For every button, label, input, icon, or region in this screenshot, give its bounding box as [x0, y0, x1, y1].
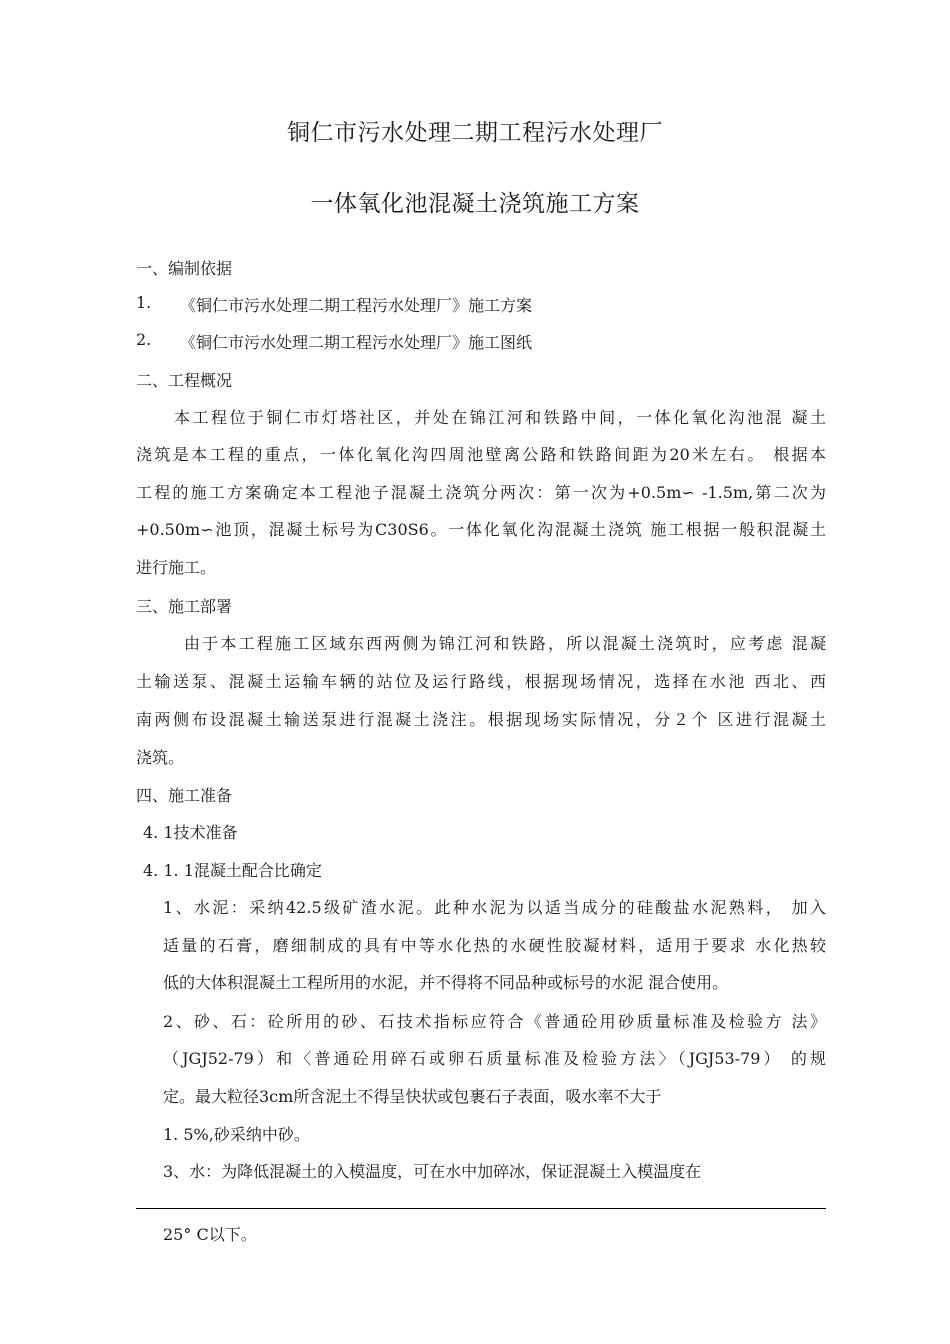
basis-item-1-number: 1.	[136, 293, 152, 312]
overview-line: 工程的施工方案确定本工程池子混凝土浇筑分两次：第一次为+0.5m∽ -1.5m,第二次为	[136, 483, 826, 502]
subheading-technical-preparation: 4. 1技术准备	[143, 823, 238, 842]
section-heading-preparation: 四、施工准备	[136, 786, 233, 805]
section-heading-overview: 二、工程概况	[136, 371, 233, 390]
deployment-line: 南两侧布设混凝土输送泵进行混凝土浇注。根据现场实际情况，分２个 区进行混凝土	[136, 710, 826, 729]
deployment-line: 由于本工程施工区域东西两侧为锦江河和铁路，所以混凝土浇筑时，应考虑 混凝	[184, 634, 826, 653]
page-divider	[136, 1208, 826, 1209]
overview-line: +0.50m∽池顶，混凝土标号为C30S6。一体化氧化沟混凝土浇筑 施工根据一般积混凝土	[136, 520, 826, 539]
basis-item-1-text: 《铜仁市污水处理二期工程污水处理厂》施工方案	[180, 296, 533, 315]
deployment-line: 浇筑。	[136, 748, 185, 767]
document-title-line1: 铜仁市污水处理二期工程污水处理厂	[287, 120, 663, 146]
water-line: 3、水：为降低混凝土的入模温度，可在水中加碎冰，保证混凝土入模温度在	[163, 1162, 702, 1181]
deployment-line: 土输送泵、混凝土运输车辆的站位及运行路线，根据现场情况，选择在水池 西北、西	[136, 672, 826, 691]
basis-item-2-text: 《铜仁市污水处理二期工程污水处理厂》施工图纸	[180, 333, 533, 352]
cement-line: 适量的石膏，磨细制成的具有中等水化热的水硬性胶凝材料，适用于要求 水化热较	[163, 936, 826, 955]
footnote-temperature: 25° C以下。	[163, 1225, 257, 1244]
sand-stone-line: 2、砂、石：砼所用的砂、石技术指标应符合《普通砼用砂质量标准及检验方 法》	[163, 1012, 826, 1031]
section-heading-basis: 一、编制依据	[136, 259, 233, 278]
overview-line: 进行施工。	[136, 558, 217, 577]
basis-item-2-number: 2.	[136, 330, 152, 349]
overview-line: 浇筑是本工程的重点，一体化氧化沟四周池壁离公路和铁路间距为20米左右。 根据本	[136, 445, 826, 464]
section-heading-deployment: 三、施工部署	[136, 597, 233, 616]
sand-stone-line: 定。最大粒径3cm所含泥土不得呈快状或包裹石子表面，吸水率不大于	[163, 1087, 662, 1106]
subheading-mix-ratio: 4. 1. 1混凝土配合比确定	[143, 861, 322, 880]
sand-stone-line: 1. 5%,砂采纳中砂。	[163, 1125, 310, 1144]
cement-line: 低的大体积混凝土工程所用的水泥，并不得将不同品种或标号的水泥 混合使用。	[163, 973, 729, 992]
overview-line: 本工程位于铜仁市灯塔社区，并处在锦江河和铁路中间，一体化氧化沟池混 凝土	[174, 408, 826, 427]
sand-stone-line: （JGJ52-79）和〈普通砼用碎石或卵石质量标准及检验方法〉（JGJ53-79） 的规	[163, 1049, 826, 1068]
document-title-line2: 一体氧化池混凝土浇筑施工方案	[310, 191, 640, 217]
cement-line: 1、水泥：采纳42.5级矿渣水泥。此种水泥为以适当成分的硅酸盐水泥熟料， 加入	[163, 898, 826, 917]
